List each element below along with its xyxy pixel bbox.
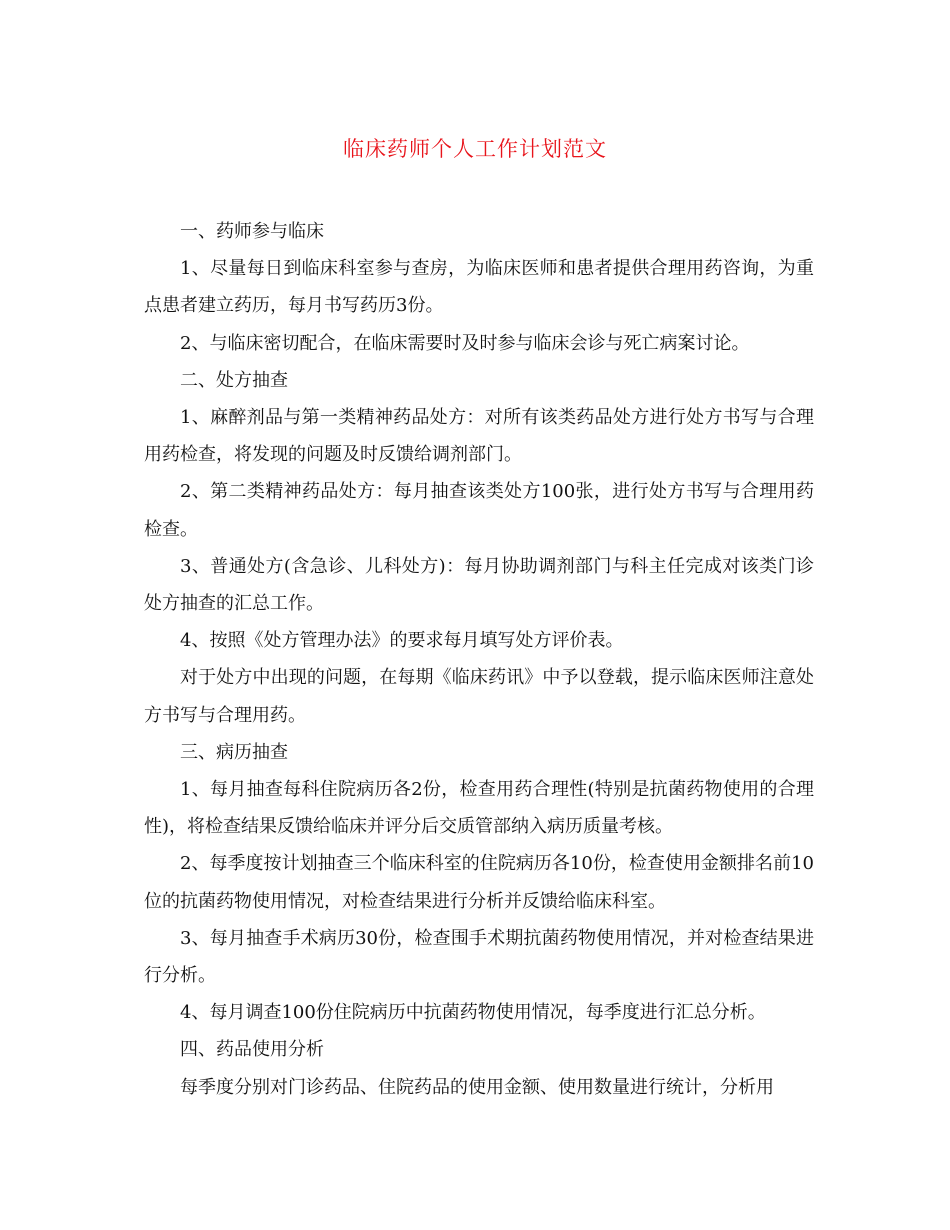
section-heading: 四、药品使用分析 [180,1039,324,1061]
paragraph: 2、每季度按计划抽查三个临床科室的住院病历各10份，检查使用金额排名前10位的抗菌药物使用情况，对检查结果进行分析并反馈给临床科室。 [144,853,814,912]
paragraph: 2、与临床密切配合，在临床需要时及时参与临床会诊与死亡病案讨论。 [180,332,750,354]
section-heading: 一、药师参与临床 [180,221,324,242]
document-body [144,213,814,1106]
section-heading: 三、病历抽查 [180,741,288,763]
paragraph: 3、每月抽查手术病历30份，检查围手术期抗菌药物使用情况，并对检查结果进行分析。 [144,927,814,987]
paragraph: 1、麻醉剂品与第一类精神药品处方：对所有该类药品处方进行处方书写与合理用药检查，将发现的问题及时反馈给调剂部门。 [144,407,814,466]
paragraph: 4、按照《处方管理办法》的要求每月填写处方评价表。 [180,630,624,652]
paragraph: 2、第二类精神药品处方：每月抽查该类处方100张，进行处方书写与合理用药检查。 [144,481,814,540]
section-heading: 二、处方抽查 [180,369,288,391]
paragraph: 3、普通处方(含急诊、儿科处方)：每月协助调剂部门与科主任完成对该类门诊处方抽查的汇总工作。 [144,555,814,615]
paragraph: 4、每月调查100份住院病历中抗菌药物使用情况，每季度进行汇总分析。 [180,1002,766,1024]
paragraph: 1、每月抽查每科住院病历各2份，检查用药合理性(特别是抗菌药物使用的合理性)，将检查结果反馈给临床并评分后交质管部纳入病历质量考核。 [144,779,814,838]
document-title: 临床药师个人工作计划范文 [343,137,607,161]
paragraph: 每季度分别对门诊药品、住院药品的使用金额、使用数量进行统计，分析用 [180,1076,774,1098]
paragraph: 1、尽量每日到临床科室参与查房，为临床医师和患者提供合理用药咨询，为重点患者建立药历，每月书写药历3份。 [144,258,814,317]
paragraph: 对于处方中出现的问题，在每期《临床药讯》中予以登载，提示临床医师注意处方书写与合理用药。 [144,667,814,726]
